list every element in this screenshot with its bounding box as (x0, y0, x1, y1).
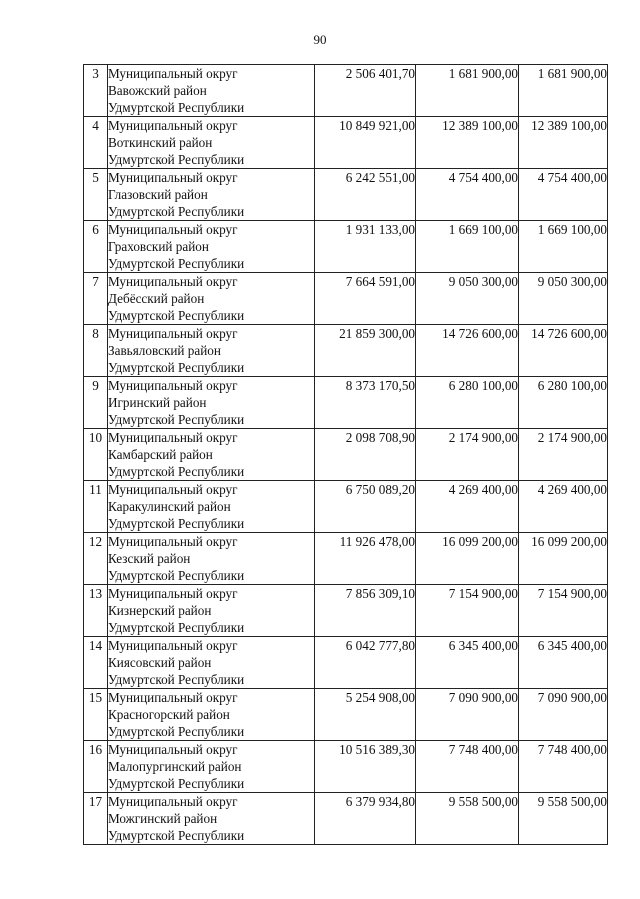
municipality-name-line: Удмуртской Республики (108, 100, 245, 115)
amount-cell-v1: 2 098 708,90 (315, 429, 416, 481)
amount-cell-v3: 12 389 100,00 (519, 117, 608, 169)
amount-cell-v1: 10 849 921,00 (315, 117, 416, 169)
municipality-name-cell (108, 273, 315, 325)
municipality-name-line: Вавожский район (108, 83, 207, 98)
row-number-cell: 17 (84, 793, 108, 845)
municipality-name-line: Муниципальный округ (108, 118, 238, 133)
amount-cell-v1: 6 379 934,80 (315, 793, 416, 845)
municipality-name-line: Каракулинский район (108, 499, 231, 514)
row-number-cell: 9 (84, 377, 108, 429)
municipality-name-cell (108, 65, 315, 117)
page-number: 90 (313, 32, 327, 47)
municipality-name-line: Удмуртской Республики (108, 308, 245, 323)
table-row (84, 117, 608, 169)
amount-cell-v3: 7 154 900,00 (519, 585, 608, 637)
amount-cell-v3: 2 174 900,00 (519, 429, 608, 481)
municipality-name-line: Муниципальный округ (108, 794, 238, 809)
table-row (84, 689, 608, 741)
row-number-cell: 16 (84, 741, 108, 793)
table-body (84, 65, 608, 845)
table-row (84, 221, 608, 273)
municipality-name-cell (108, 793, 315, 845)
municipality-name-line: Удмуртской Республики (108, 204, 245, 219)
table-row (84, 481, 608, 533)
amount-cell-v1: 7 856 309,10 (315, 585, 416, 637)
budget-table (83, 64, 608, 845)
municipality-name-line: Кизнерский район (108, 603, 212, 618)
table-row (84, 65, 608, 117)
row-number-cell: 8 (84, 325, 108, 377)
amount-cell-v1: 10 516 389,30 (315, 741, 416, 793)
municipality-name-line: Удмуртской Республики (108, 672, 245, 687)
municipality-name-line: Муниципальный округ (108, 742, 238, 757)
amount-cell-v2: 12 389 100,00 (416, 117, 519, 169)
amount-cell-v2: 9 050 300,00 (416, 273, 519, 325)
row-number-cell: 4 (84, 117, 108, 169)
municipality-name-cell (108, 741, 315, 793)
amount-cell-v3: 6 345 400,00 (519, 637, 608, 689)
municipality-name-cell (108, 533, 315, 585)
row-number-cell: 11 (84, 481, 108, 533)
table-row (84, 585, 608, 637)
municipality-name-cell (108, 117, 315, 169)
municipality-name-line: Удмуртской Республики (108, 152, 245, 167)
row-number-cell: 10 (84, 429, 108, 481)
municipality-name-cell (108, 585, 315, 637)
amount-cell-v3: 1 669 100,00 (519, 221, 608, 273)
amount-cell-v2: 1 669 100,00 (416, 221, 519, 273)
municipality-name-line: Удмуртской Республики (108, 412, 245, 427)
municipality-name-line: Удмуртской Республики (108, 256, 245, 271)
amount-cell-v3: 6 280 100,00 (519, 377, 608, 429)
amount-cell-v3: 16 099 200,00 (519, 533, 608, 585)
municipality-name-cell (108, 637, 315, 689)
municipality-name-line: Муниципальный округ (108, 378, 238, 393)
row-number-cell: 7 (84, 273, 108, 325)
municipality-name-line: Муниципальный округ (108, 66, 238, 81)
municipality-name-line: Удмуртской Республики (108, 568, 245, 583)
municipality-name-line: Муниципальный округ (108, 482, 238, 497)
amount-cell-v3: 14 726 600,00 (519, 325, 608, 377)
amount-cell-v1: 6 042 777,80 (315, 637, 416, 689)
row-number-cell: 5 (84, 169, 108, 221)
amount-cell-v2: 2 174 900,00 (416, 429, 519, 481)
municipality-name-cell (108, 429, 315, 481)
amount-cell-v1: 1 931 133,00 (315, 221, 416, 273)
amount-cell-v1: 7 664 591,00 (315, 273, 416, 325)
municipality-name-cell (108, 689, 315, 741)
municipality-name-line: Муниципальный округ (108, 638, 238, 653)
municipality-name-line: Муниципальный округ (108, 586, 238, 601)
municipality-name-cell (108, 221, 315, 273)
municipality-name-line: Можгинский район (108, 811, 218, 826)
table-row (84, 429, 608, 481)
row-number-cell: 14 (84, 637, 108, 689)
municipality-name-line: Муниципальный округ (108, 326, 238, 341)
amount-cell-v1: 21 859 300,00 (315, 325, 416, 377)
municipality-name-line: Удмуртской Республики (108, 724, 245, 739)
municipality-name-line: Удмуртской Республики (108, 360, 245, 375)
row-number-cell: 6 (84, 221, 108, 273)
amount-cell-v3: 7 090 900,00 (519, 689, 608, 741)
table-row (84, 533, 608, 585)
table-row (84, 741, 608, 793)
amount-cell-v3: 4 754 400,00 (519, 169, 608, 221)
municipality-name-line: Дебёсский район (108, 291, 205, 306)
amount-cell-v2: 14 726 600,00 (416, 325, 519, 377)
amount-cell-v2: 6 345 400,00 (416, 637, 519, 689)
amount-cell-v2: 16 099 200,00 (416, 533, 519, 585)
amount-cell-v2: 9 558 500,00 (416, 793, 519, 845)
amount-cell-v1: 11 926 478,00 (315, 533, 416, 585)
amount-cell-v1: 8 373 170,50 (315, 377, 416, 429)
municipality-name-line: Удмуртской Республики (108, 464, 245, 479)
municipality-name-line: Удмуртской Республики (108, 620, 245, 635)
municipality-name-line: Удмуртской Республики (108, 516, 245, 531)
amount-cell-v2: 7 090 900,00 (416, 689, 519, 741)
amount-cell-v3: 9 050 300,00 (519, 273, 608, 325)
municipality-name-cell (108, 169, 315, 221)
amount-cell-v1: 2 506 401,70 (315, 65, 416, 117)
municipality-name-line: Завьяловский район (108, 343, 221, 358)
municipality-name-line: Воткинский район (108, 135, 213, 150)
row-number-cell: 13 (84, 585, 108, 637)
municipality-name-line: Кезский район (108, 551, 191, 566)
amount-cell-v2: 1 681 900,00 (416, 65, 519, 117)
municipality-name-cell (108, 377, 315, 429)
municipality-name-line: Красногорский район (108, 707, 230, 722)
municipality-name-line: Удмуртской Республики (108, 776, 245, 791)
table-row (84, 637, 608, 689)
row-number-cell: 15 (84, 689, 108, 741)
amount-cell-v2: 7 154 900,00 (416, 585, 519, 637)
municipality-name-line: Муниципальный округ (108, 222, 238, 237)
amount-cell-v2: 4 754 400,00 (416, 169, 519, 221)
municipality-name-line: Камбарский район (108, 447, 213, 462)
amount-cell-v2: 7 748 400,00 (416, 741, 519, 793)
amount-cell-v3: 7 748 400,00 (519, 741, 608, 793)
amount-cell-v3: 9 558 500,00 (519, 793, 608, 845)
municipality-name-line: Муниципальный округ (108, 534, 238, 549)
municipality-name-line: Муниципальный округ (108, 274, 238, 289)
row-number-cell: 12 (84, 533, 108, 585)
amount-cell-v3: 4 269 400,00 (519, 481, 608, 533)
table-row (84, 793, 608, 845)
row-number-cell: 3 (84, 65, 108, 117)
municipality-name-cell (108, 481, 315, 533)
amount-cell-v1: 5 254 908,00 (315, 689, 416, 741)
municipality-name-cell (108, 325, 315, 377)
municipality-name-line: Глазовский район (108, 187, 208, 202)
municipality-name-line: Муниципальный округ (108, 170, 238, 185)
municipality-name-line: Муниципальный округ (108, 430, 238, 445)
municipality-name-line: Граховский район (108, 239, 209, 254)
municipality-name-line: Игринский район (108, 395, 207, 410)
municipality-name-line: Малопургинский район (108, 759, 242, 774)
municipality-name-line: Муниципальный округ (108, 690, 238, 705)
table-row (84, 377, 608, 429)
table-row (84, 169, 608, 221)
table-row (84, 325, 608, 377)
municipality-name-line: Киясовский район (108, 655, 212, 670)
amount-cell-v1: 6 750 089,20 (315, 481, 416, 533)
municipality-name-line: Удмуртской Республики (108, 828, 245, 843)
table-row (84, 273, 608, 325)
amount-cell-v3: 1 681 900,00 (519, 65, 608, 117)
amount-cell-v2: 4 269 400,00 (416, 481, 519, 533)
amount-cell-v1: 6 242 551,00 (315, 169, 416, 221)
amount-cell-v2: 6 280 100,00 (416, 377, 519, 429)
